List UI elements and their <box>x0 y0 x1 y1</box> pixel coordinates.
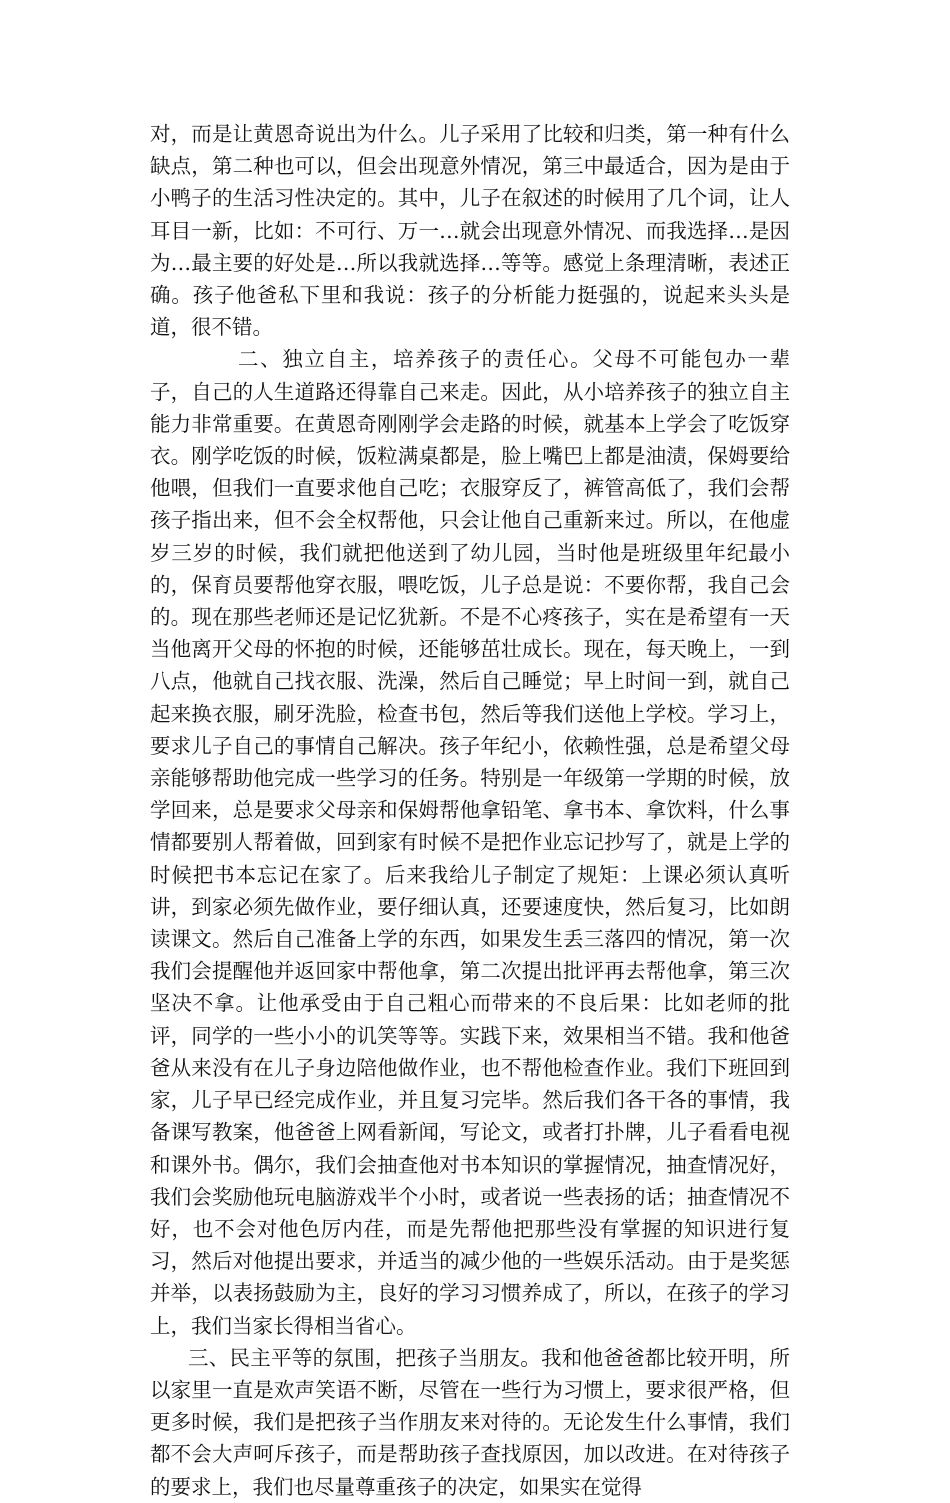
document-body <box>150 118 790 1503</box>
paragraph-section-two: 二、独立自主，培养孩子的责任心。父母不可能包办一辈子，自己的人生道路还得靠自己来走。因此，从小培养孩子的独立自主能力非常重要。在黄恩奇刚刚学会走路的时候，就基本上学会了吃饭穿衣。刚学吃饭的时候，饭粒满桌都是，脸上嘴巴上都是油渍，保姆要给他喂，但我们一直要求他自己吃；衣服穿反了，裤管高低了，我们会帮孩子指出来，但不会全权帮他，只会让他自己重新来过。所以，在他虚岁三岁的时候，我们就把他送到了幼儿园，当时他是班级里年纪最小的，保育员要帮他穿衣服，喂吃饭，儿子总是说：不要你帮，我自己会的。现在那些老师还是记忆犹新。不是不心疼孩子，实在是希望有一天当他离开父母的怀抱的时候，还能够茁壮成长。现在，每天晚上，一到八点，他就自己找衣服、洗澡，然后自己睡觉；早上时间一到，就自己起来换衣服，刷牙洗脸，检查书包，然后等我们送他上学校。学习上，要求儿子自己的事情自己解决。孩子年纪小，依赖性强，总是希望父母亲能够帮助他完成一些学习的任务。特别是一年级第一学期的时候，放学回来，总是要求父母亲和保姆帮他拿铅笔、拿书本、拿饮料，什么事情都要别人帮着做，回到家有时候不是把作业忘记抄写了，就是上学的时候把书本忘记在家了。后来我给儿子制定了规矩：上课必须认真听讲，到家必须先做作业，要仔细认真，还要速度快，然后复习，比如朗读课文。然后自己准备上学的东西，如果发生丢三落四的情况，第一次我们会提醒他并返回家中帮他拿，第二次提出批评再去帮他拿，第三次坚决不拿。让他承受由于自己粗心而带来的不良后果：比如老师的批评，同学的一些小小的讥笑等等。实践下来，效果相当不错。我和他爸爸从来没有在儿子身边陪他做作业，也不帮他检查作业。我们下班回到家，儿子早已经完成作业，并且复习完毕。然后我们各干各的事情，我备课写教案，他爸爸上网看新闻，写论文，或者打扑牌，儿子看看电视和课外书。偶尔，我们会抽查他对书本知识的掌握情况，抽查情况好，我们会奖励他玩电脑游戏半个小时，或者说一些表扬的话；抽查情况不好，也不会对他色厉内荏，而是先帮他把那些没有掌握的知识进行复习，然后对他提出要求，并适当的减少他的一些娱乐活动。由于是奖惩并举，以表扬鼓励为主，良好的学习习惯养成了，所以，在孩子的学习上，我们当家长得相当省心。 <box>150 347 790 1338</box>
paragraph-section-three: 三、民主平等的氛围，把孩子当朋友。我和他爸爸都比较开明，所以家里一直是欢声笑语不断，尽管在一些行为习惯上，要求很严格，但更多时候，我们是把孩子当作朋友来对待的。无论发生什么事情，我们都不会大声呵斥孩子，而是帮助孩子查找原因，加以改进。在对待孩子的要求上，我们也尽量尊重孩子的决定，如果实在觉得 <box>150 1345 790 1499</box>
paragraph-continuation: 对，而是让黄恩奇说出为什么。儿子采用了比较和归类，第一种有什么缺点，第二种也可以，但会出现意外情况，第三中最适合，因为是由于小鸭子的生活习性决定的。其中，儿子在叙述的时候用了几个词，让人耳目一新，比如：不可行、万一…就会出现意外情况、而我选择…是因为…最主要的好处是…所以我就选择…等等。感觉上条理清晰，表述正确。孩子他爸私下里和我说：孩子的分析能力挺强的，说起来头头是道，很不错。 <box>150 122 790 340</box>
